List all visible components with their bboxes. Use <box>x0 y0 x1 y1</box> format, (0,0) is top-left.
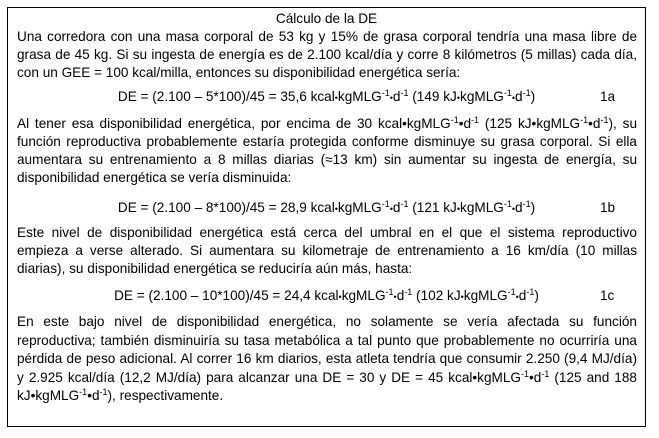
paragraph-protected: Al tener esa disponibilidad energética, por encima de 30 $kcal•kgMLG^{-1}•d^{-1}$ (125 $kJ•kgMLG^{-1}•d^{-1}$), su función reproductiva probablemente estaría protegida conforme disminuye su grasa corporal. Si ella aumentara su entrenamiento a 8 millas diarias (≈13 km) sin aumentar su ingesta de energía, su disponibilidad energética se vería disminuida: <box>17 115 638 185</box>
equation-1c <box>8 287 645 305</box>
equation-expression: DE = (2.100 – 10*100)/45 = 24,4 $kcal•kgMLG^{-1}•d^{-1}$ (102 $kJ•kgMLG^{-1}•d^{-1}$) <box>114 287 539 303</box>
equation-number: 1b <box>600 200 616 215</box>
paragraph-conclusion: En este bajo nivel de disponibilidad energética, no solamente se vería afectada su función reproductiva; también disminuiría su tasa metabólica a tal punto que probablemente no ocurriría una pérdida de peso adicional. Al correr 16 km diarios, esta atleta tendría que consumir 2.250 (9,4 MJ/día) y 2.925 kcal/día (12,2 MJ/día) para alcanzar una DE = 30 y DE = 45 $kcal•kgMLG^{-1}•d^{-1}$ (125 and 188 $kJ•kgMLG^{-1}•d^{-1}$), respectivamente. <box>17 314 637 404</box>
calculation-box <box>7 7 646 427</box>
equation-expression: DE = (2.100 – 8*100)/45 = 28,9 $kcal•kgMLG^{-1}•d^{-1}$ (121 $kJ•kgMLG^{-1}•d^{-1}$) <box>117 199 536 215</box>
equation-1a <box>8 88 645 106</box>
paragraph-threshold: Este nivel de disponibilidad energética está cerca del umbral en el que el sistema reproductivo empieza a verse alterado. Si aumentara su kilometraje de entrenamiento a 16 km/día (10 millas diarias), su disponibilidad energética se reduciría aún más, hasta: <box>17 225 637 276</box>
equation-number: 1c <box>600 288 615 303</box>
equation-expression: DE = (2.100 – 5*100)/45 = 35,6 $kcal•kgMLG^{-1}•d^{-1}$ (149 $kJ•kgMLG^{-1}•d^{-1}$) <box>117 88 536 104</box>
box-title: Cálculo de la DE <box>275 11 378 26</box>
paragraph-intro: Una corredora con una masa corporal de 53 kg y 15% de grasa corporal tendría una masa libre de grasa de 45 kg. Si su ingesta de energía es de 2.100 kcal/día y corre 8 kilómetros (5 millas) cada día, con un GEE = 100 kcal/milla, entonces su disponibilidad energética sería: <box>17 29 637 80</box>
equation-1b <box>8 199 645 217</box>
equation-number: 1a <box>600 89 616 104</box>
